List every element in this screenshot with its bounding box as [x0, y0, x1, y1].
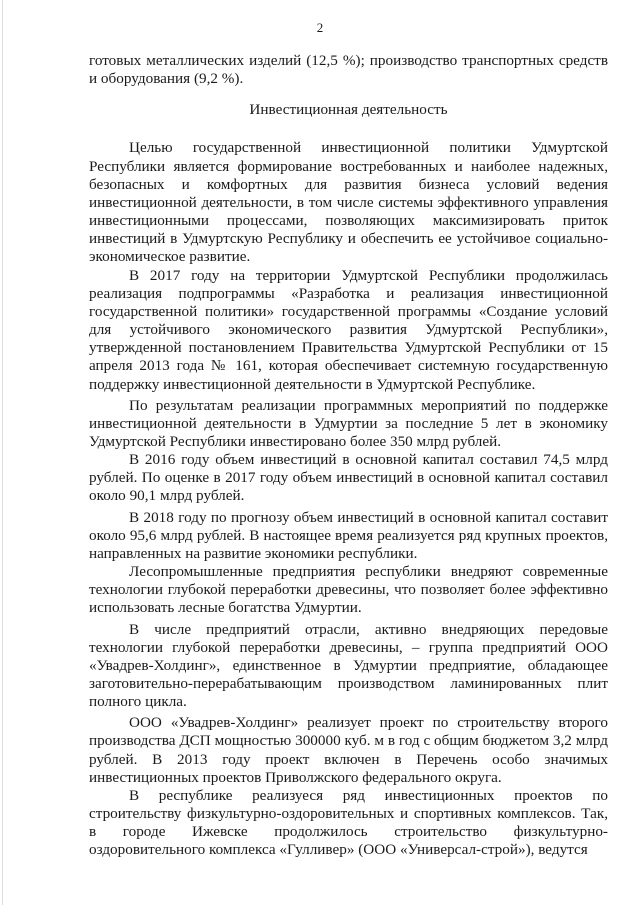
paragraph: В 2016 году объем инвестиций в основной капитал составил 74,5 млрд рублей. По оценке в 2017 году объем инвестиций в основной капитал составил около 90,1 млрд рублей.: [89, 451, 608, 505]
paragraph: В 2018 году по прогнозу объем инвестиций в основной капитал составит около 95,6 млрд рублей. В настоящее время реализуется ряд крупных проектов, направленных на развитие экономики республики.: [89, 508, 608, 562]
scan-edge-mark: [2, 0, 3, 905]
paragraph: В 2017 году на территории Удмуртской Республики продолжилась реализация подпрограммы «Разработка и реализация инвестиционной государственной политики» государственной программы «Создание условий для устойчивого экономического развития Удмуртской Республики», утвержденной постановлением Правительства Удмуртской Республики от 15 апреля 2013 года № 161, которая обеспечивает системную государственную поддержку инвестиционной деятельности в Удмуртской Республике.: [89, 266, 608, 393]
page-number: 2: [316, 20, 324, 35]
paragraph: Целью государственной инвестиционной политики Удмуртской Республики является формирование востребованных и наиболее надежных, безопасных и комфортных для развития бизнеса условий ведения инвестиционной деятельности, в том числе системы эффективного управления инвестиционными процессами, позволяющих максимизировать приток инвестиций в Удмуртскую Республику и обеспечить ее устойчивое социально-экономическое развитие.: [89, 139, 608, 266]
continuation-paragraph: готовых металлических изделий (12,5 %); производство транспортных средств и оборудования (9,2 %).: [89, 52, 608, 88]
paragraph: Лесопромышленные предприятия республики внедряют современные технологии глубокой переработки древесины, что позволяет более эффективно использовать лесные богатства Удмуртии.: [89, 563, 608, 617]
paragraph: ООО «Увадрев-Холдинг» реализует проект по строительству второго производства ДСП мощностью 300000 куб. м в год с общим бюджетом 3,2 млрд рублей. В 2013 году проект включен в Перечень особо значимых инвестиционных проектов Приволжского федерального округа.: [89, 714, 608, 786]
section-heading: Инвестиционная деятельность: [249, 101, 448, 119]
paragraph: В числе предприятий отрасли, активно внедряющих передовые технологии глубокой переработки древесины, – группа предприятий ООО «Увадрев-Холдинг», единственное в Удмуртии предприятие, обладающее заготовительно-перерабатывающим производством ламинированных плит полного цикла.: [89, 620, 608, 711]
document-body: [89, 52, 608, 860]
paragraph: По результатам реализации программных мероприятий по поддержке инвестиционной деятельности в Удмуртии за последние 5 лет в экономику Удмуртской Республики инвестировано более 350 млрд рублей.: [89, 396, 608, 450]
paragraph: В республике реализуеся ряд инвестиционных проектов по строительству физкультурно-оздоровительных и спортивных комплексов. Так, в городе Ижевске продолжилось строительство физкультурно-оздоровительного комплекса «Гулливер» (ООО «Универсал-строй»), ведутся: [89, 786, 608, 859]
